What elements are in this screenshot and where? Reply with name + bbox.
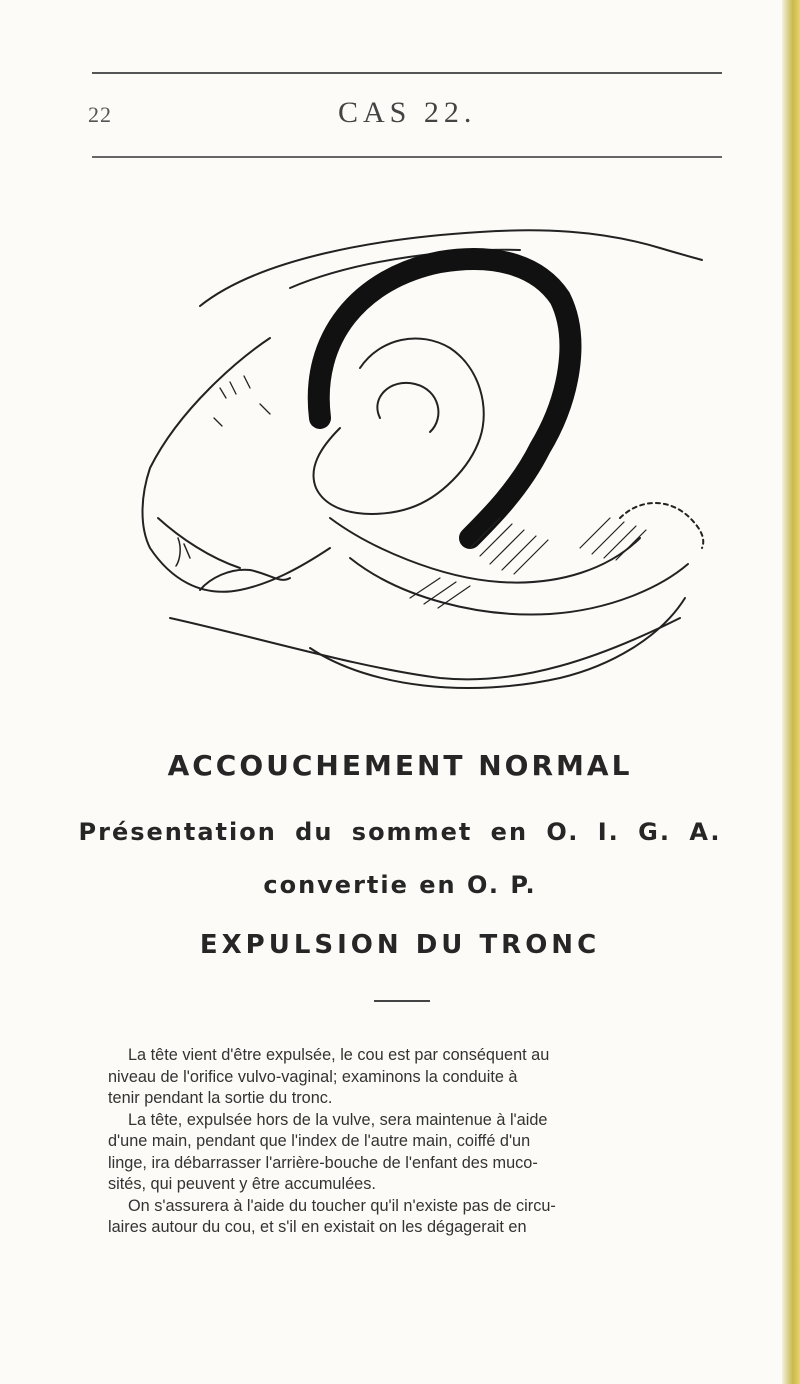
uterine-wall [319, 259, 571, 538]
text-line: On s'assurera à l'aide du toucher qu'il n'existe pas de circu- [128, 1196, 556, 1215]
paragraph-2 [108, 1110, 718, 1196]
page-edge [782, 0, 800, 1384]
canal-outer [350, 558, 688, 615]
fetus-body [313, 338, 483, 513]
anatomical-illustration [140, 218, 710, 718]
page-header [88, 96, 728, 136]
section-divider [374, 1000, 430, 1002]
text-line: linge, ira débarrasser l'arrière-bouche de l'enfant des muco- [108, 1153, 538, 1172]
neck-curve [200, 570, 290, 590]
paragraph-1 [108, 1045, 718, 1110]
head-inner-line [158, 518, 240, 568]
text-line: La tête vient d'être expulsée, le cou est par conséquent au [128, 1046, 550, 1064]
hatch-2 [580, 518, 646, 560]
text-line: laires autour du cou, et s'il en existait on les dégagerait en [108, 1218, 527, 1236]
text-line: La tête, expulsée hors de la vulve, sera maintenue à l'aide [128, 1110, 548, 1129]
page-number: 22 [88, 102, 112, 127]
uterine-wall-inner [340, 287, 544, 448]
spine-fragment [620, 503, 703, 548]
hatch-3 [410, 578, 470, 608]
posterior-contour [170, 618, 680, 679]
perineum-curve [310, 598, 685, 688]
caption-presentation: Présentation du sommet en O. I. G. A. [78, 818, 722, 846]
annotation-marks [214, 376, 270, 426]
fetus-limb [377, 383, 438, 432]
text-line: d'une main, pendant que l'index de l'autre main, coiffé d'un [108, 1132, 531, 1150]
text-line: tenir pendant la sortie du tronc. [108, 1089, 333, 1107]
header-top-rule [92, 72, 722, 74]
paragraph-3 [108, 1196, 718, 1239]
caption-title: ACCOUCHEMENT NORMAL [167, 749, 633, 782]
caption-conversion: convertie en O. P. [263, 871, 537, 899]
running-title: CAS 22. [338, 96, 477, 129]
caption-expulsion: EXPULSION DU TRONC [199, 930, 601, 960]
text-line: sités, qui peuvent y être accumulées. [108, 1175, 376, 1193]
body-text [108, 1045, 718, 1239]
fetal-head-outline [143, 338, 331, 592]
text-line: niveau de l'orifice vulvo-vaginal; examinons la conduite à [108, 1067, 518, 1086]
header-bottom-rule [92, 156, 722, 158]
